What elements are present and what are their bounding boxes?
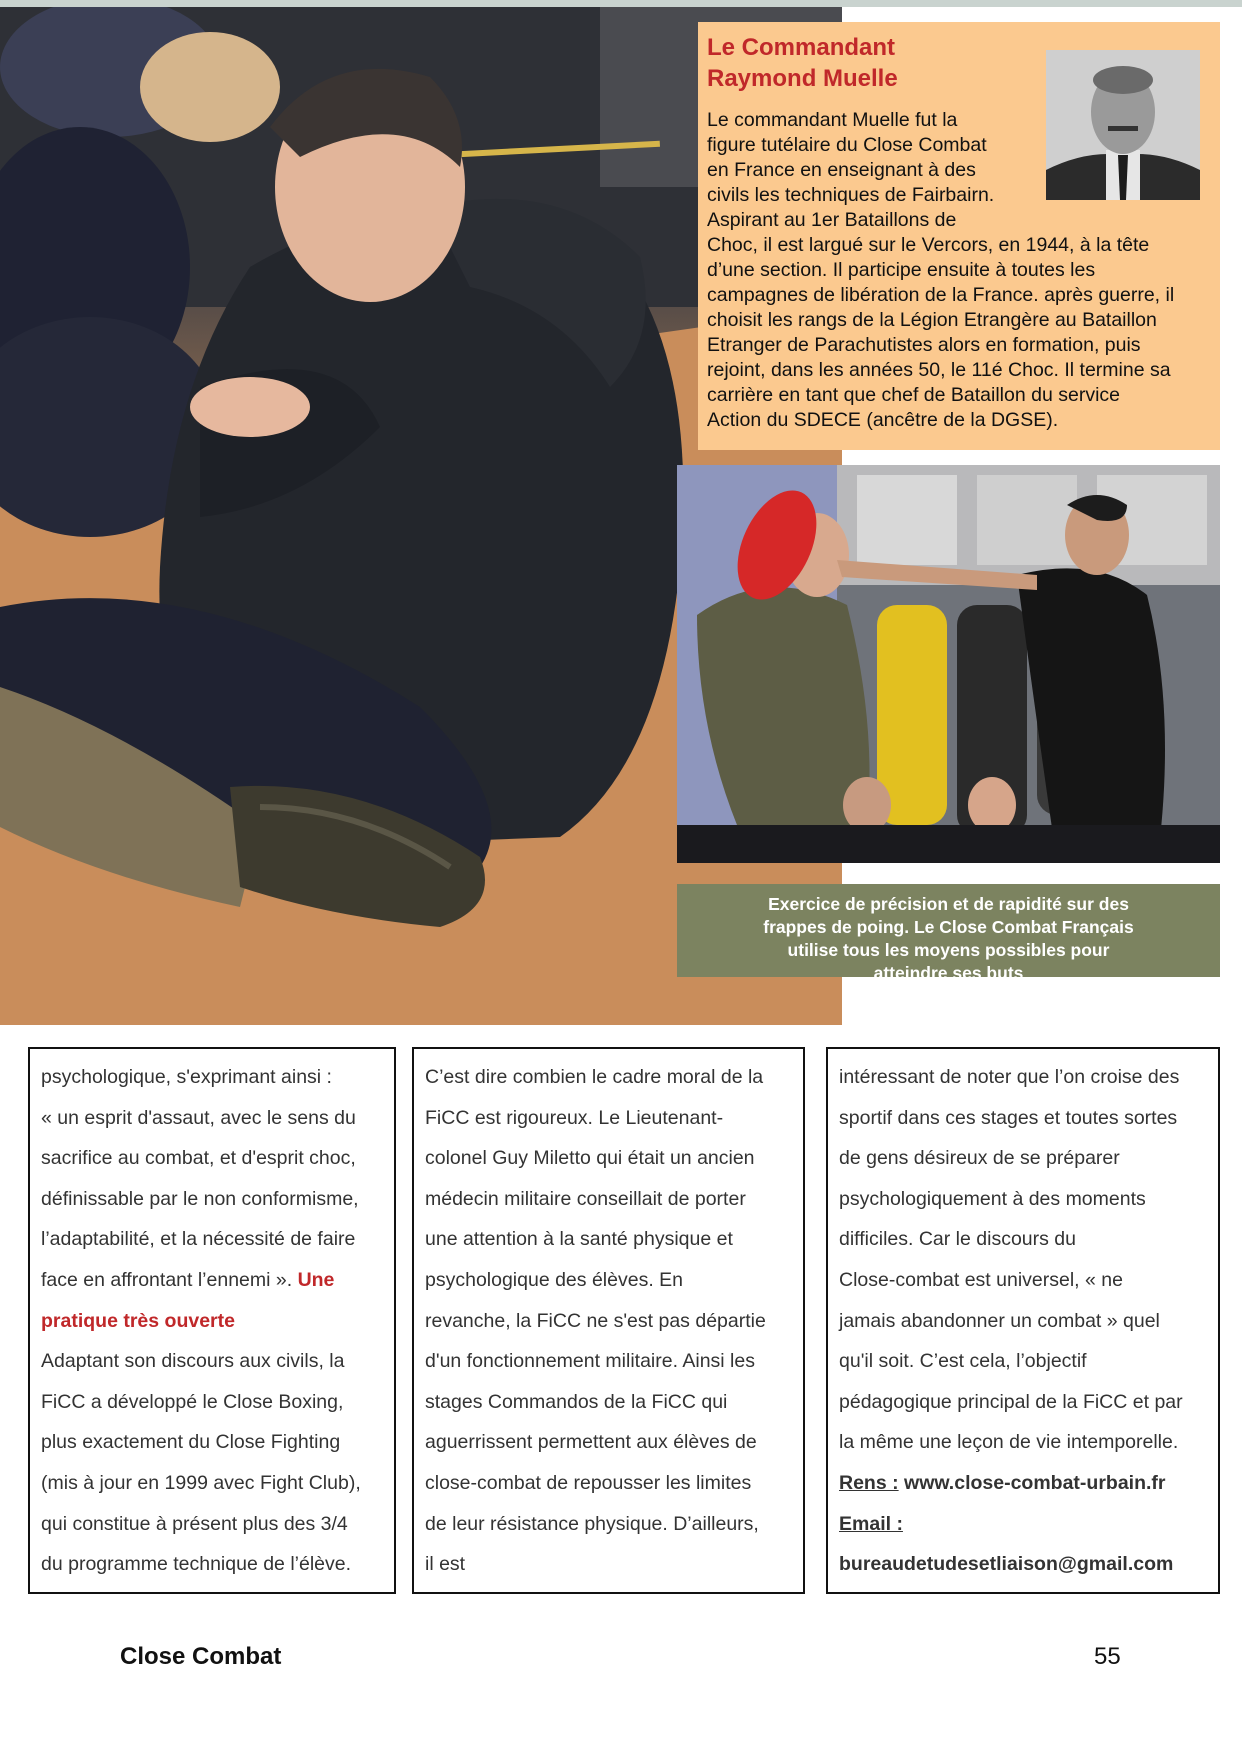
sidebar-line: Le commandant Muelle fut la xyxy=(707,109,958,131)
website-link[interactable]: www.close-combat-urbain.fr xyxy=(898,1471,1166,1494)
sidebar-title-line1: Le Commandant xyxy=(707,34,896,61)
column-line: revanche, la FiCC ne s'est pas départie xyxy=(425,1309,766,1332)
column-line xyxy=(41,1260,384,1301)
column-line: une attention à la santé physique et xyxy=(425,1228,733,1251)
caption-line: utilise tous les moyens possibles pour xyxy=(787,940,1110,960)
column-line: FiCC est rigoureux. Le Lieutenant- xyxy=(425,1106,724,1129)
portrait-photo xyxy=(1046,50,1200,200)
top-strip xyxy=(0,0,1242,7)
column-line: intéressant de noter que l’on croise des xyxy=(839,1066,1180,1088)
column-line: de gens désireux de se préparer xyxy=(839,1147,1120,1170)
text-column-2 xyxy=(412,1047,805,1594)
footer-magazine-title: Close Combat xyxy=(120,1643,282,1670)
page-number: 55 xyxy=(1094,1643,1121,1670)
sidebar-line: d’une section. Il participe ensuite à toutes les xyxy=(707,259,1096,281)
caption-line: Exercice de précision et de rapidité sur des xyxy=(768,894,1129,914)
rens-label: Rens : xyxy=(839,1471,899,1494)
column-line: « un esprit d'assaut, avec le sens du xyxy=(41,1106,356,1129)
text-column-1 xyxy=(28,1047,396,1594)
column-line: FiCC a développé le Close Boxing, xyxy=(41,1390,344,1413)
column-line: d'un fonctionnement militaire. Ainsi les xyxy=(425,1350,755,1373)
sidebar-line: Choc, il est largué sur le Vercors, en 1944, à la tête xyxy=(707,234,1150,256)
sidebar-line: campagnes de libération de la France. après guerre, il xyxy=(707,284,1175,306)
text-column-3 xyxy=(826,1047,1220,1594)
sidebar-line: carrière en tant que chef de Bataillon du service xyxy=(707,384,1120,406)
column-line: il est xyxy=(425,1553,466,1576)
sidebar-title-line2: Raymond Muelle xyxy=(707,65,898,92)
column-line: jamais abandonner un combat » quel xyxy=(839,1309,1160,1332)
contact-website xyxy=(839,1463,1208,1504)
sidebar-line: en France en enseignant à des xyxy=(707,159,976,181)
training-photo xyxy=(677,465,1220,863)
column-line: l’adaptabilité, et la nécessité de faire xyxy=(41,1228,356,1251)
column-line: médecin militaire conseillait de porter xyxy=(425,1187,746,1210)
subheading: pratique très ouverte xyxy=(41,1309,235,1332)
sidebar-line: civils les techniques de Fairbairn. xyxy=(707,184,995,206)
sidebar-line: Aspirant au 1er Bataillons de xyxy=(707,209,957,231)
column-line: qui constitue à présent plus des 3/4 xyxy=(41,1512,348,1535)
column-line: psychologique des élèves. En xyxy=(425,1268,684,1291)
email-link[interactable]: bureaudetudesetliaison@gmail.com xyxy=(839,1553,1174,1576)
column-line: aguerrissent permettent aux élèves de xyxy=(425,1431,757,1454)
column-line: sacrifice au combat, et d'esprit choc, xyxy=(41,1147,356,1170)
column-line: la même une leçon de vie intemporelle. xyxy=(839,1431,1179,1454)
column-line: Adaptant son discours aux civils, la xyxy=(41,1350,345,1373)
column-line: de leur résistance physique. D’ailleurs, xyxy=(425,1512,759,1535)
portrait-illustration xyxy=(1046,50,1200,200)
column-line: qu'il soit. C’est cela, l’objectif xyxy=(839,1350,1087,1373)
sidebar-title xyxy=(707,32,1007,94)
caption-line: atteindre ses buts xyxy=(873,963,1024,983)
contact-email-label xyxy=(839,1504,1208,1545)
sidebar-line: Action du SDECE (ancêtre de la DGSE). xyxy=(707,409,1059,431)
sidebar-line: rejoint, dans les années 50, le 11é Choc. Il termine sa xyxy=(707,359,1171,381)
column-line: stages Commandos de la FiCC qui xyxy=(425,1390,728,1413)
sidebar-line: Etranger de Parachutistes alors en formation, puis xyxy=(707,334,1141,356)
column-text: face en affrontant l’ennemi ». xyxy=(41,1268,298,1291)
photo-caption xyxy=(677,884,1220,983)
caption-line: frappes de poing. Le Close Combat Français xyxy=(763,917,1134,937)
column-line: sportif dans ces stages et toutes sortes xyxy=(839,1106,1178,1129)
column-line: colonel Guy Miletto qui était un ancien xyxy=(425,1147,755,1170)
column-line: C’est dire combien le cadre moral de la xyxy=(425,1066,764,1088)
sidebar-box xyxy=(698,22,1220,450)
column-line: close-combat de repousser les limites xyxy=(425,1471,752,1494)
column-line: définissable par le non conformisme, xyxy=(41,1187,359,1210)
column-line: psychologiquement à des moments xyxy=(839,1187,1146,1210)
column-line: difficiles. Car le discours du xyxy=(839,1228,1076,1251)
column-line: pédagogique principal de la FiCC et par xyxy=(839,1390,1183,1413)
email-label: Email : xyxy=(839,1512,903,1535)
column-line: plus exactement du Close Fighting xyxy=(41,1431,341,1454)
training-photo-illustration xyxy=(677,465,1220,863)
column-line: (mis à jour en 1999 avec Fight Club), xyxy=(41,1471,361,1494)
sidebar-line: figure tutélaire du Close Combat xyxy=(707,134,987,156)
column-line: du programme technique de l’élève. xyxy=(41,1553,352,1576)
column-line: Close-combat est universel, « ne xyxy=(839,1268,1123,1291)
sidebar-line: choisit les rangs de la Légion Etrangère au Bataillon xyxy=(707,309,1157,331)
column-line: psychologique, s'exprimant ainsi : xyxy=(41,1066,332,1088)
subheading-start: Une xyxy=(297,1268,335,1291)
